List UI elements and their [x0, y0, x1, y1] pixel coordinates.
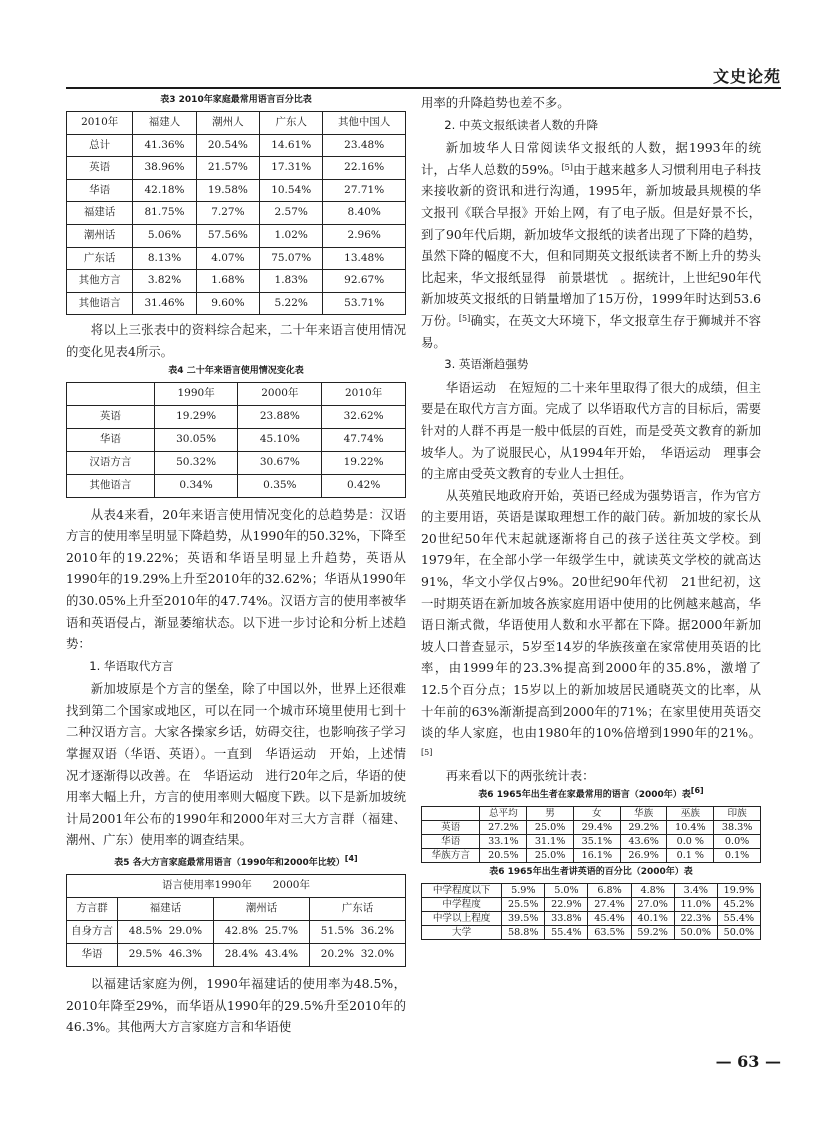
table-row: [67, 921, 406, 944]
table-cell: 19.22%: [322, 451, 406, 474]
table-cell: 38.3%: [714, 821, 761, 835]
table-cell: 38.96%: [133, 157, 196, 180]
table-cell: 1.02%: [260, 224, 323, 247]
right-column: [421, 92, 761, 940]
table-row: [67, 451, 406, 474]
table4-caption: 表4 二十年来语言使用情况变化表: [168, 365, 304, 376]
header-rule: [66, 87, 781, 89]
subheading: 2. 中英文报纸读者人数的升降: [444, 117, 599, 132]
table-cell: 6.8%: [588, 884, 631, 898]
column-header: 2010年: [67, 112, 133, 135]
table-cell: 32.62%: [322, 405, 406, 428]
table-cell: 10.4%: [667, 821, 714, 835]
table3: [66, 111, 406, 315]
table-row: [67, 247, 406, 270]
column-header: 总平均: [480, 807, 527, 821]
table-cell: 33.1%: [480, 835, 527, 849]
table5-caption: [66, 854, 406, 870]
row-label: 英语: [67, 157, 133, 180]
value-2000: 29.0%: [168, 925, 203, 938]
column-header: [67, 382, 155, 405]
row-label: 其他语言: [67, 292, 133, 315]
column-header: 印族: [714, 807, 761, 821]
row-label: 英语: [67, 405, 155, 428]
subheading: 3. 英语渐趋强势: [444, 357, 529, 372]
column-header: 福建话: [117, 898, 213, 921]
table-cell: 59.2%: [631, 926, 674, 940]
paragraph: 用率的升降趋势也差不多。: [421, 95, 570, 110]
subheading: 1. 华语取代方言: [89, 658, 174, 673]
table-cell: 75.07%: [260, 247, 323, 270]
table-cell: 0.35%: [238, 474, 322, 497]
table-cell: 50.0%: [717, 926, 760, 940]
table-cell: 4.07%: [196, 247, 259, 270]
column-header: 潮州人: [196, 112, 259, 135]
table-cell: 0.0%: [714, 835, 761, 849]
table-cell: 27.4%: [588, 898, 631, 912]
value-pair: [317, 921, 397, 943]
table-cell: 55.4%: [717, 912, 760, 926]
table-cell: 0.0 %: [667, 835, 714, 849]
citation: [5]: [458, 313, 471, 323]
value-2000: 43.4%: [264, 948, 299, 961]
table-cell: 0.1%: [714, 849, 761, 863]
paragraph: [421, 137, 761, 353]
table-cell: 5.06%: [133, 224, 196, 247]
value-pair: [317, 944, 397, 966]
table-cell: 5.0%: [545, 884, 588, 898]
table6-caption: [421, 786, 761, 802]
table-cell: 29.4%: [573, 821, 620, 835]
table-row: [67, 428, 406, 451]
table-cell: 19.29%: [154, 405, 238, 428]
row-label: 华语: [67, 944, 118, 967]
table-cell: 39.5%: [502, 912, 545, 926]
table-cell-pair: [117, 921, 213, 944]
row-label: 福建话: [67, 202, 133, 225]
column-header: 广东人: [260, 112, 323, 135]
value-2000: 46.3%: [168, 948, 203, 961]
table-cell: 35.1%: [573, 835, 620, 849]
value-pair: [221, 944, 301, 966]
table-cell: 8.40%: [323, 202, 406, 225]
column-header: 巫族: [667, 807, 714, 821]
table-cell: 21.57%: [196, 157, 259, 180]
row-label: 中学程度: [422, 898, 502, 912]
table-cell-pair: [309, 921, 405, 944]
table-row: [67, 405, 406, 428]
text: 确实，在英文大环境下，华文报章生存于狮城并不容易。: [421, 312, 761, 350]
table-row: [67, 474, 406, 497]
table-cell: 55.4%: [545, 926, 588, 940]
value-pair: [125, 921, 205, 943]
paragraph: 从表4来看，20年来语言使用情况变化的总趋势是：汉语方言的使用率呈明显下降趋势，从1990年的50.32%，下降至2010年的19.22%；英语和华语呈明显上升趋势，英语从1990年的19.29%上升至2010年的32.62%；华语从1990年的30.05%上升至2010年的47.74%。汉语方言的使用率被华语和英语侵占，渐显萎缩状态。以下进一步讨论和分析上述趋势：: [66, 506, 406, 652]
table-row: [422, 926, 761, 940]
table-cell: 41.36%: [133, 134, 196, 157]
value-1990: 51.5%: [320, 925, 355, 938]
row-label: 华族方言: [422, 849, 480, 863]
paragraph: 再来看以下的两张统计表：: [445, 768, 595, 784]
column-header: 2010年: [322, 382, 406, 405]
table-cell: 22.3%: [674, 912, 717, 926]
table-cell: 3.82%: [133, 270, 196, 293]
table-cell: 0.1 %: [667, 849, 714, 863]
row-label: 中学程度以下: [422, 884, 502, 898]
table-cell: 40.1%: [631, 912, 674, 926]
table-cell: 31.46%: [133, 292, 196, 315]
table-cell: 9.60%: [196, 292, 259, 315]
table-cell: 23.88%: [238, 405, 322, 428]
paragraph: [421, 485, 761, 766]
table-cell: 25.5%: [502, 898, 545, 912]
column-header: 2000年: [238, 382, 322, 405]
table-cell: 25.0%: [527, 821, 574, 835]
table-cell: 0.34%: [154, 474, 238, 497]
row-label: 汉语方言: [67, 451, 155, 474]
value-1990: 20.2%: [320, 948, 355, 961]
table-cell: 13.48%: [323, 247, 406, 270]
table-cell: 30.05%: [154, 428, 238, 451]
row-label: 其他语言: [67, 474, 155, 497]
row-label: 大学: [422, 926, 502, 940]
row-label: 广东话: [67, 247, 133, 270]
table-cell-pair: [117, 944, 213, 967]
column-header: 华族: [620, 807, 667, 821]
citation: [6]: [690, 786, 704, 795]
column-header: 男: [527, 807, 574, 821]
table-cell: 45.2%: [717, 898, 760, 912]
row-label: 自身方言: [67, 921, 118, 944]
column-header: 其他中国人: [323, 112, 406, 135]
value-pair: [125, 944, 205, 966]
table-cell: 92.67%: [323, 270, 406, 293]
table-row: [67, 292, 406, 315]
table-row: [67, 270, 406, 293]
table7: [421, 883, 761, 940]
table-cell: 4.8%: [631, 884, 674, 898]
citation: [4]: [344, 854, 358, 864]
table-cell-pair: [213, 921, 309, 944]
table-cell: 57.56%: [196, 224, 259, 247]
table-cell: 1.83%: [260, 270, 323, 293]
table-cell: 50.0%: [674, 926, 717, 940]
table-cell: 45.4%: [588, 912, 631, 926]
table-row: [67, 134, 406, 157]
table-cell: 63.5%: [588, 926, 631, 940]
column-header: [422, 807, 480, 821]
table-cell: 50.32%: [154, 451, 238, 474]
table-cell: 3.4%: [674, 884, 717, 898]
table-cell: 19.58%: [196, 179, 259, 202]
table-cell: 2.57%: [260, 202, 323, 225]
paragraph: 华语运动 在短短的二十来年里取得了很大的成绩，但主要是在取代方言方面。完成了 以华语取代方言的目标后，需要针对的人群不再是一般中低层的百姓，而是受英文教育的新加坡华人。为了说服民心，从1994年开始， 华语运动 理事会的主席由受英文教育的专业人士担任。: [421, 379, 761, 482]
table-row: [422, 835, 761, 849]
table-cell: 27.2%: [480, 821, 527, 835]
table-cell: 22.16%: [323, 157, 406, 180]
table-cell: 17.31%: [260, 157, 323, 180]
table6-caption-text: 表6 1965年出生者在家最常用的语言（2000年）表: [478, 790, 691, 800]
text: 新加坡华人日常阅读华文报纸的人数，据1993年的统计，占华人总数的59%。: [421, 140, 761, 177]
table7-caption: 表6 1965年出生者讲英语的百分比（2000年）表: [489, 867, 693, 877]
table5-subtitle: 语言使用率1990年 2000年: [67, 875, 406, 898]
paragraph: 新加坡原是个方言的堡垒，除了中国以外，世界上还很难找到第二个国家或地区，可以在同一个城市环境里使用七到十二种汉语方言。大家各操家乡话，妨碍交往，也影响孩子学习掌握双语（华语、英语）。一直到 华语运动 开始，上述情况才逐渐得以改善。在 华语运动 进行20年之后，华语的使用率大幅上升，方言的使用率则大幅度下跌。以下是新加坡统计局2001年公布的1990年和2000年对三大方言群（福建、潮州、广东）使用率的调查结果。: [66, 681, 406, 848]
row-label: 华语: [422, 835, 480, 849]
table-cell: 27.0%: [631, 898, 674, 912]
row-label: 其他方言: [67, 270, 133, 293]
table-cell: 5.9%: [502, 884, 545, 898]
row-label: 中学以上程度: [422, 912, 502, 926]
column-header: 方言群: [67, 898, 118, 921]
table6: [421, 806, 761, 863]
table-cell-pair: [309, 944, 405, 967]
value-2000: 36.2%: [360, 925, 395, 938]
table-cell: 31.1%: [527, 835, 574, 849]
table-row: [67, 224, 406, 247]
text: 由于越来越多人习惯利用电子科技来接收新的资讯和进行沟通，1995年，新加坡最具规模的华文报刊《联合早报》开始上网，有了电子版。但是好景不长，到了90年代后期，新加坡华文报纸的读者出现了下降的趋势，虽然下降的幅度不大，但和同期英文报纸读者不断上升的势头比起来，华文报纸显得 前景堪忧 。据统计，上世纪90年代新加坡英文报纸的日销量增加了15万份，1999年时达到53.6万份。: [421, 161, 762, 328]
citation: [5]: [421, 747, 433, 757]
table-cell: 47.74%: [322, 428, 406, 451]
row-label: 潮州话: [67, 224, 133, 247]
table-cell: 33.8%: [545, 912, 588, 926]
table-cell: 22.9%: [545, 898, 588, 912]
table-cell: 20.54%: [196, 134, 259, 157]
table-row: [67, 179, 406, 202]
table-cell: 7.27%: [196, 202, 259, 225]
table-row: [422, 884, 761, 898]
text: 从英殖民地政府开始，英语已经成为强势语言，作为官方的主要用语，英语是谋取理想工作的敲门砖。新加坡的家长从20世纪50年代末起就逐渐将自己的孩子送往英文学校。到1979年，在全部小学一年级学生中，就读英文学校的就高达91%，华文小学仅占9%。20世纪90年代初 21世纪初，这一时期英语在新加坡各族家庭用语中使用的比例越来越高，华语日渐式微，华语使用人数和水平都在下降。据2000年新加坡人口普查显示，5岁至14岁的华族孩童在家常使用英语的比率，由1999年的23.3%提高到2000年的35.8%，激增了12.5个百分点；15岁以上的新加坡居民通晓英文的比率，从十年前的63%渐渐提高到2000年的71%；在家里使用英语交谈的华人家庭，也由1980年的10%倍增到1990年的21%。: [421, 487, 761, 741]
value-1990: 28.4%: [224, 948, 259, 961]
table-cell: 27.71%: [323, 179, 406, 202]
table-cell: 11.0%: [674, 898, 717, 912]
value-1990: 42.8%: [224, 925, 259, 938]
column-header: 女: [573, 807, 620, 821]
table3-caption: 表3 2010年家庭最常用语言百分比表: [160, 95, 312, 105]
table-cell: 8.13%: [133, 247, 196, 270]
table-cell: 14.61%: [260, 134, 323, 157]
table-cell: 26.9%: [620, 849, 667, 863]
table-cell: 16.1%: [573, 849, 620, 863]
table-cell: 29.2%: [620, 821, 667, 835]
table5-caption-text: 表5 各大方言家庭最常用语言（1990年和2000年比较）: [114, 858, 345, 869]
row-label: 英语: [422, 821, 480, 835]
column-header: 广东话: [309, 898, 405, 921]
table-row: [67, 944, 406, 967]
table-cell: 10.54%: [260, 179, 323, 202]
table-row: [422, 821, 761, 835]
table-cell: 0.42%: [322, 474, 406, 497]
row-label: 总计: [67, 134, 133, 157]
table-cell: 58.8%: [502, 926, 545, 940]
column-header: 潮州话: [213, 898, 309, 921]
table5: [66, 874, 406, 967]
table-cell: 2.96%: [323, 224, 406, 247]
table-cell: 81.75%: [133, 202, 196, 225]
value-1990: 29.5%: [128, 948, 163, 961]
table-row: [422, 912, 761, 926]
table-cell: 43.6%: [620, 835, 667, 849]
table-cell: 42.18%: [133, 179, 196, 202]
page-number: — 63 —: [715, 1052, 781, 1071]
row-label: 华语: [67, 428, 155, 451]
value-1990: 48.5%: [128, 925, 163, 938]
table-cell: 53.71%: [323, 292, 406, 315]
table-cell: 23.48%: [323, 134, 406, 157]
table4: [66, 382, 406, 498]
table-row: [67, 157, 406, 180]
column-header: 福建人: [133, 112, 196, 135]
section-title: 文史论苑: [712, 67, 781, 86]
table-cell: 45.10%: [238, 428, 322, 451]
table-cell: 5.22%: [260, 292, 323, 315]
table-row: [67, 202, 406, 225]
value-pair: [221, 921, 301, 943]
citation: [5]: [561, 162, 573, 172]
left-column: [66, 92, 406, 1038]
table-cell: 25.0%: [527, 849, 574, 863]
table-cell: 19.9%: [717, 884, 760, 898]
table-row: [422, 898, 761, 912]
value-2000: 25.7%: [264, 925, 299, 938]
row-label: 华语: [67, 179, 133, 202]
table-cell: 20.5%: [480, 849, 527, 863]
table-cell: 1.68%: [196, 270, 259, 293]
table-row: [422, 849, 761, 863]
table-cell: 30.67%: [238, 451, 322, 474]
column-header: 1990年: [154, 382, 238, 405]
paragraph: 将以上三张表中的资料综合起来，二十年来语言使用情况的变化见表4所示。: [66, 322, 406, 359]
value-2000: 32.0%: [360, 948, 395, 961]
paragraph: 以福建话家庭为例，1990年福建话的使用率为48.5%，2010年降至29%，而华语从1990年的29.5%升至2010年的46.3%。其他两大方言家庭方言和华语使: [66, 976, 406, 1035]
table-cell-pair: [213, 944, 309, 967]
